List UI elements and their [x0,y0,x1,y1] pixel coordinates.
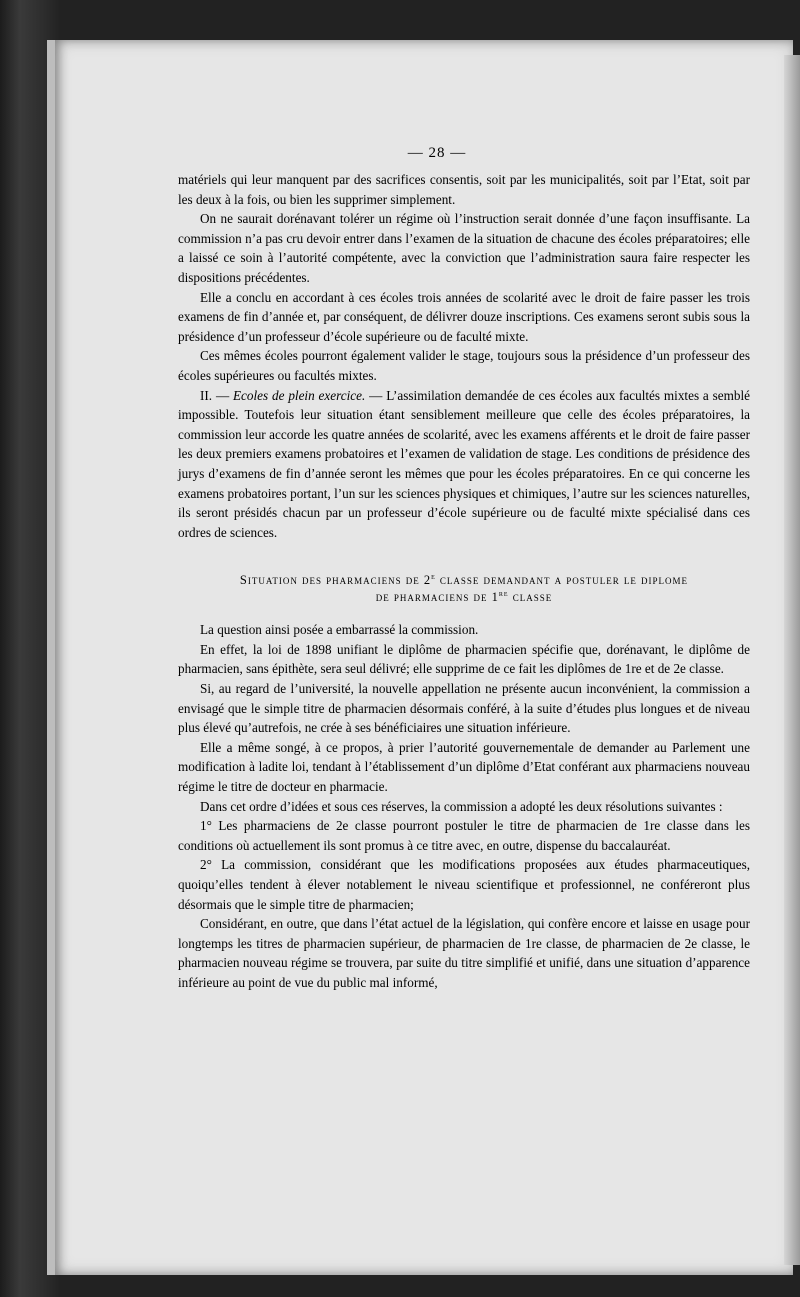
paragraph: Si, au regard de l’université, la nouvelle appellation ne présente aucun inconvénient, la commission a envisagé que le simple titre de pharmacien désormais conféré, à la suite d’études plus longues et de niveau plus élevé qu’autrefois, ne crée à ses bénéficiaires une situation inférieure. [178,681,750,736]
heading-line-2: de pharmaciens de 1re classe [375,589,553,605]
paragraph: On ne saurait dorénavant tolérer un régime où l’instruction serait donnée d’une façon insuffisante. La commission n’a pas cru devoir entrer dans l’examen de la situation de chacune des écoles préparatoires; elle a laissé ce soin à l’autorité compétente, avec la conviction que l’administration saura faire respecter les dispositions précédentes. [178,211,750,285]
paragraph: Ces mêmes écoles pourront également valider le stage, toujours sous la présidence d’un professeur des écoles supérieures ou facultés mixtes. [178,348,750,383]
section-number: II. — [200,387,230,403]
resolution-1: 1° Les pharmaciens de 2e classe pourront postuler le titre de pharmacien de 1re classe dans les conditions où actuellement ils sont promus à ce titre avec, en outre, dispense du baccalauréat. [178,818,750,853]
paragraph: Dans cet ordre d’idées et sous ces réserves, la commission a adopté les deux résolutions suivantes : [200,798,723,814]
paragraph: En effet, la loi de 1898 unifiant le diplôme de pharmacien spécifie que, dorénavant, le diplôme de pharmacien, sans épithète, sera seul délivré; elle supprime de ce fait les diplômes de 1re et de 2e classe. [178,641,750,677]
paragraph: Considérant, en outre, que dans l’état actuel de la législation, qui confère encore et laisse en usage pour longtemps les titres de pharmacien supérieur, de pharmacien de 1re classe, de pharmacien de 2e classe, le pharmacien nouveau régime se trouvera, par suite du titre simplifié et unifié, dans une situation d’apparence inférieure au point de vue du public mal informé, [178,916,750,990]
body-text [178,170,750,993]
paragraph: matériels qui leur manquent par des sacrifices consentis, soit par les municipalités, soit par l’Etat, soit par les deux à la fois, ou bien les supprimer simplement. [178,172,750,207]
page-number: — 28 — [407,145,467,161]
adjacent-page-edge [784,55,800,1265]
section-text: — L’assimilation demandée de ces écoles aux facultés mixtes a semblé impossible. Toutefois leur situation étant sensiblement meilleure que celle des écoles préparatoires, la commission leur accorde les quatre années de scolarité, avec les examens afférents et le droit de faire passer les deux premiers examens probatoires et l’examen de validation de stage. Les conditions de présidence des jurys d’examens de fin d’année seront les mêmes que pour les écoles préparatoires. En ce qui concerne les examens probatoires portant, l’un sur les sciences physiques et chimiques, l’autre sur les sciences naturelles, ils seront présidés chacun par un professeur d’école supérieure ou de faculté mixte spécialisé dans ces ordres de sciences. [178,387,750,540]
section-heading [178,572,750,606]
section-ii-paragraph [178,386,750,543]
heading-line-1: Situation des pharmaciens de 2e classe demandant a postuler le diplome [239,572,689,588]
paragraph: La question ainsi posée a embarrassé la commission. [200,622,479,638]
section-title: Ecoles de plein exercice. [233,387,366,403]
resolution-2: 2° La commission, considérant que les modifications proposées aux études pharmaceutiques, quoiqu’elles tendent à élever notablement le niveau scientifique et professionnel, ne conféreront plus désormais que le simple titre de pharmacien; [178,857,750,912]
paragraph: Elle a même songé, à ce propos, à prier l’autorité gouvernementale de demander au Parlement une modification à ladite loi, tendant à l’établissement d’un diplôme d’Etat conférant aux pharmaciens nouveau régime le titre de docteur en pharmacie. [178,739,750,795]
paragraph: Elle a conclu en accordant à ces écoles trois années de scolarité avec le droit de faire passer les trois examens de fin d’année et, par conséquent, de délivrer douze inscriptions. Ces examens seront subis sous la présidence d’un professeur d’école supérieure ou de faculté mixte. [178,289,750,344]
